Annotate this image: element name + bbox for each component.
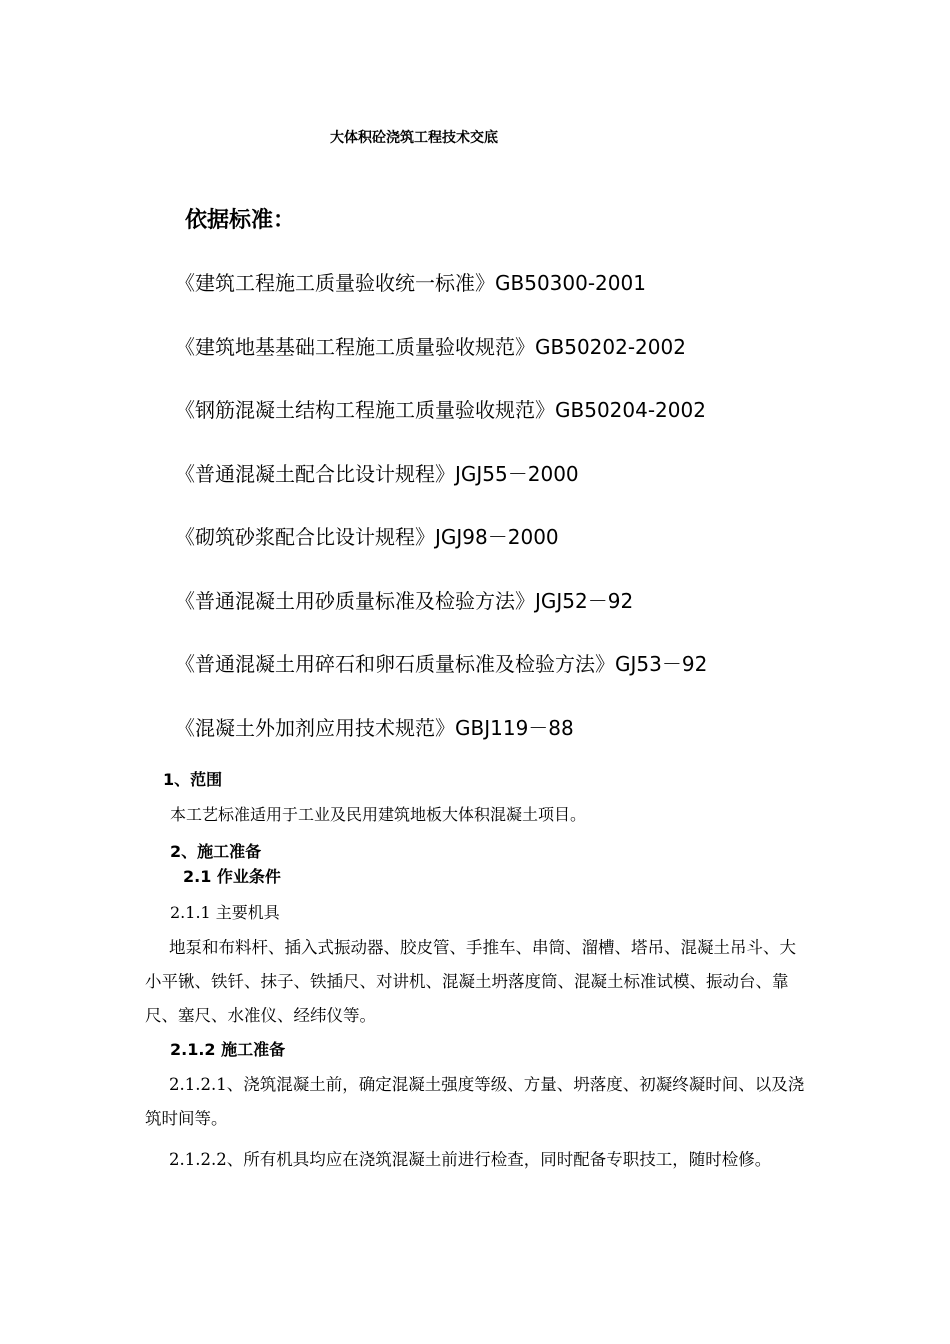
standard-code: GB50204-2002 [555,398,706,422]
basis-heading: 依据标准： [185,208,296,233]
standard-name: 《普通混凝土用碎石和卵石质量标准及检验方法》 [175,652,615,676]
section-1-text: 本工艺标准适用于工业及民用建筑地板大体积混凝土项目。 [170,805,587,824]
standard-name: 《普通混凝土配合比设计规程》 [175,462,455,486]
standard-code: GBJ119－88 [455,716,574,740]
subsection-2-1-1-heading: 2.1.1 主要机具 [170,903,280,922]
standard-item [175,459,579,489]
document-title: 大体积砼浇筑工程技术交底 [330,130,498,146]
standard-name: 《混凝土外加剂应用技术规范》 [175,716,455,740]
subsection-2-1-heading: 2.1 作业条件 [183,867,281,886]
standard-code: JGJ52－92 [535,589,634,613]
standard-name: 《砌筑砂浆配合比设计规程》 [175,525,435,549]
standard-item [175,586,633,616]
standard-name: 《普通混凝土用砂质量标准及检验方法》 [175,589,535,613]
standard-code: GJ53－92 [615,652,708,676]
standard-code: JGJ55－2000 [455,462,579,486]
section-1-heading: 1、范围 [163,770,223,789]
standard-name: 《建筑工程施工质量验收统一标准》 [175,271,495,295]
standard-item [175,268,646,298]
section-2-heading: 2、施工准备 [170,842,262,861]
item-2-1-2-1-paragraph: 2.1.2.1、浇筑混凝土前，确定混凝土强度等级、方量、坍落度、初凝终凝时间、以及浇筑时间等。 [145,1075,805,1128]
subsection-2-1-2-heading: 2.1.2 施工准备 [170,1040,286,1059]
standard-item [175,332,686,362]
standard-item [175,713,574,743]
item-2-1-2-2-paragraph: 2.1.2.2、所有机具均应在浇筑混凝土前进行检查，同时配备专职技工，随时检修。 [169,1150,772,1169]
standard-name: 《钢筋混凝土结构工程施工质量验收规范》 [175,398,555,422]
standard-item [175,395,706,425]
standard-code: GB50300-2001 [495,271,646,295]
equipment-paragraph: 地泵和布料杆、插入式振动器、胶皮管、手推车、串筒、溜槽、塔吊、混凝土吊斗、大小平锹、铁钎、抹子、铁插尺、对讲机、混凝土坍落度筒、混凝土标准试模、振动台、靠尺、塞尺、水准仪、经纬仪等。 [145,938,796,1025]
standard-item [175,649,707,679]
standard-code: GB50202-2002 [535,335,686,359]
standard-name: 《建筑地基基础工程施工质量验收规范》 [175,335,535,359]
standard-code: JGJ98－2000 [435,525,559,549]
standard-item [175,522,559,552]
